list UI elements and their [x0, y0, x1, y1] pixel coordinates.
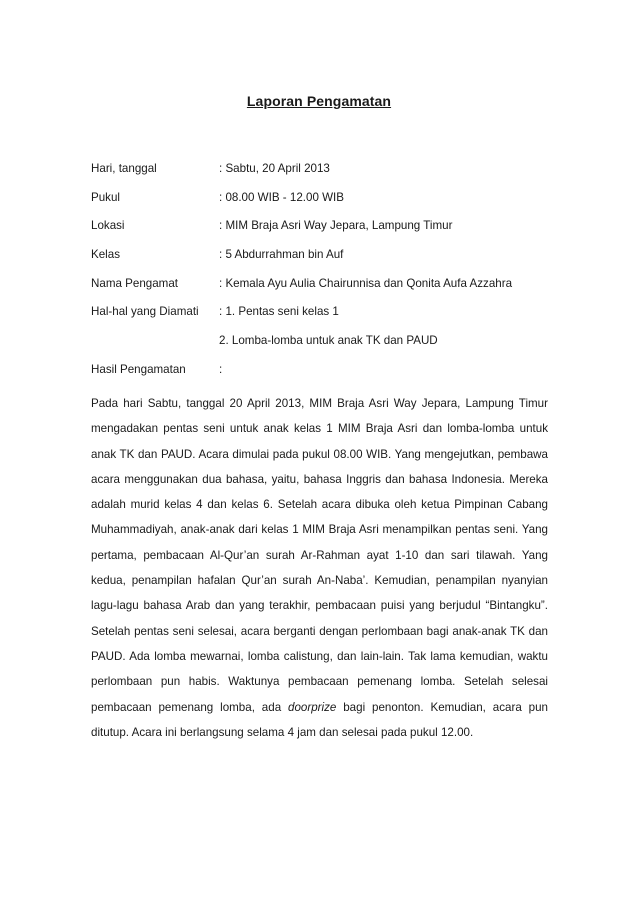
field-value-time: : 08.00 WIB - 12.00 WIB: [219, 190, 345, 204]
field-label-observed: Hal-hal yang Diamati: [91, 305, 199, 319]
field-label-result: Hasil Pengamatan: [91, 362, 186, 376]
field-value-observer: : Kemala Ayu Aulia Chairunnisa dan Qonita Aufa Azzahra: [219, 276, 513, 290]
field-row-date: [91, 161, 551, 190]
paragraph-part-2: bagi penonton. Kemudian, acara pun ditutup. Acara ini berlangsung selama 4 jam dan selesai pada pukul 12.00.: [91, 700, 548, 739]
field-value-location: : MIM Braja Asri Way Jepara, Lampung Timur: [219, 219, 453, 233]
document-title: Laporan Pengamatan: [246, 93, 392, 109]
paragraph-part-1: Pada hari Sabtu, tanggal 20 April 2013, MIM Braja Asri Way Jepara, Lampung Timur mengadakan pentas seni untuk anak kelas 1 MIM Braja Asri dan lomba-lomba untuk anak TK dan PAUD. Acara dimulai pada pukul 08.00 WIB. Yang mengejutkan, pembawa acara menggunakan dua bahasa, yaitu, bahasa Inggris dan bahasa Indonesia. Mereka adalah murid kelas 4 dan kelas 6. Setelah acara dibuka oleh ketua Pimpinan Cabang Muhammadiyah, anak-anak dari kelas 1 MIM Braja Asri menampilkan pentas seni. Yang pertama, pembacaan Al-Qur’an surah Ar-Rahman ayat 1-10 dan sari tilawah. Yang kedua, penampilan hafalan Qur’an surah An-Naba’. Kemudian, penampilan nyanyian lagu-lagu bahasa Arab dan yang terakhir, pembacaan puisi yang berjudul “Bintangku”. Setelah pentas seni selesai, acara berganti dengan perlombaan bagi anak-anak TK dan PAUD. Ada lomba mewarnai, lomba calistung, dan lain-lain. Tak lama kemudian, waktu perlombaan pun habis. Waktunya pembacaan pemenang lomba. Setelah selesai pembacaan pemenang lomba, ada: [91, 397, 548, 714]
field-value-date: : Sabtu, 20 April 2013: [219, 162, 330, 175]
field-value-class: : 5 Abdurrahman bin Auf: [219, 248, 344, 262]
field-row-observed-2: [91, 333, 551, 362]
field-label-class: Kelas: [91, 248, 121, 262]
field-label-time: Pukul: [91, 190, 121, 204]
field-label-location: Lokasi: [91, 219, 125, 233]
report-paragraph: [91, 391, 548, 745]
field-label-date: Hari, tanggal: [91, 162, 157, 175]
field-label-observer: Nama Pengamat: [91, 276, 178, 290]
field-row-result: [91, 362, 551, 391]
field-row-observer: [91, 276, 551, 305]
field-row-time: [91, 190, 551, 219]
observed-item-2: 2. Lomba-lomba untuk anak TK dan PAUD: [219, 334, 438, 348]
field-value-observed: : 1. Pentas seni kelas 1: [219, 305, 339, 319]
report-fields: [91, 161, 551, 391]
paragraph-italic-term: doorprize: [288, 700, 337, 714]
field-value-result: :: [219, 362, 223, 376]
field-row-observed: [91, 304, 551, 333]
field-row-location: [91, 218, 551, 247]
field-row-class: [91, 247, 551, 276]
